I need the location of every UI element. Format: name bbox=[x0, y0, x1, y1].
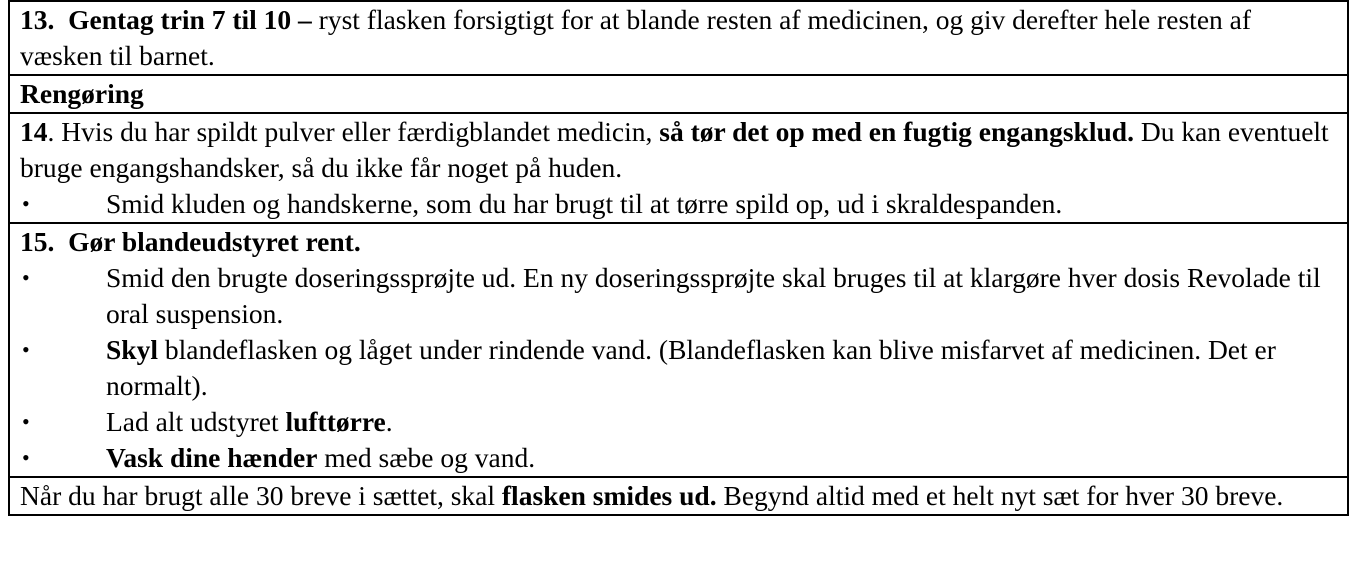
step-14-body-end: Du kan eventuelt bruge engangshandsker, så du ikke får noget på huden. bbox=[20, 116, 1329, 183]
bullet-icon: • bbox=[22, 265, 30, 290]
step-14-bullet-text: Smid kluden og handskerne, som du har brugt til at tørre spild op, ud i skraldespanden. bbox=[106, 188, 1063, 219]
bullet-post: blandeflasken og låget under rindende vand. (Blandeflasken kan blive misfarvet af medicinen. Det er normalt). bbox=[106, 334, 1276, 401]
list-item bbox=[20, 186, 1335, 222]
step-14-row bbox=[10, 112, 1347, 222]
list-item bbox=[20, 260, 1335, 332]
bullet-post: Smid den brugte doseringssprøjte ud. En ny doseringssprøjte skal bruges til at klargøre hver dosis Revolade til oral suspension. bbox=[106, 262, 1321, 329]
step-13-text bbox=[20, 2, 1335, 74]
bullet-bold: lufttørre bbox=[285, 406, 386, 437]
final-note-row bbox=[10, 476, 1347, 514]
list-item bbox=[20, 404, 1335, 440]
step-14-bold: så tør det op med en fugtig engangsklud. bbox=[659, 116, 1134, 147]
list-item bbox=[20, 332, 1335, 404]
bullet-post: . bbox=[385, 406, 393, 437]
list-item bbox=[20, 440, 1335, 476]
final-note-start: Når du har brugt alle 30 breve i sættet, skal bbox=[20, 480, 502, 511]
cleaning-heading-row bbox=[10, 74, 1347, 112]
bullet-pre: Lad alt udstyret bbox=[106, 406, 286, 437]
step-13-row bbox=[10, 0, 1347, 74]
bullet-icon: • bbox=[22, 337, 30, 362]
step-14-number: 14 bbox=[20, 116, 48, 147]
bullet-icon: • bbox=[22, 409, 30, 434]
cleaning-heading: Rengøring bbox=[20, 78, 144, 109]
step-14-text bbox=[20, 114, 1335, 186]
instructions-table bbox=[8, 0, 1349, 516]
step-13-number: 13. bbox=[20, 4, 55, 35]
bullet-icon: • bbox=[22, 445, 30, 470]
bullet-bold: Skyl bbox=[106, 334, 158, 365]
final-note-text bbox=[20, 478, 1335, 514]
step-15-number: 15. bbox=[20, 226, 55, 257]
bullet-icon: • bbox=[22, 191, 30, 216]
bullet-bold: Vask dine hænder bbox=[106, 442, 318, 473]
step-13-body: ryst flasken forsigtigt for at blande resten af medicinen, og giv derefter hele resten af væsken til barnet. bbox=[20, 4, 1252, 71]
step-15-title: Gør blandeudstyret rent. bbox=[68, 226, 361, 257]
step-15-heading bbox=[20, 224, 1335, 260]
step-14-body-start: . Hvis du har spildt pulver eller færdigblandet medicin, bbox=[47, 116, 660, 147]
final-note-end: Begynd altid med et helt nyt sæt for hver 30 breve. bbox=[716, 480, 1284, 511]
step-15-row bbox=[10, 222, 1347, 476]
final-note-bold: flasken smides ud. bbox=[501, 480, 717, 511]
step-13-bold-lead: Gentag trin 7 til 10 – bbox=[68, 4, 312, 35]
bullet-post: med sæbe og vand. bbox=[317, 442, 536, 473]
